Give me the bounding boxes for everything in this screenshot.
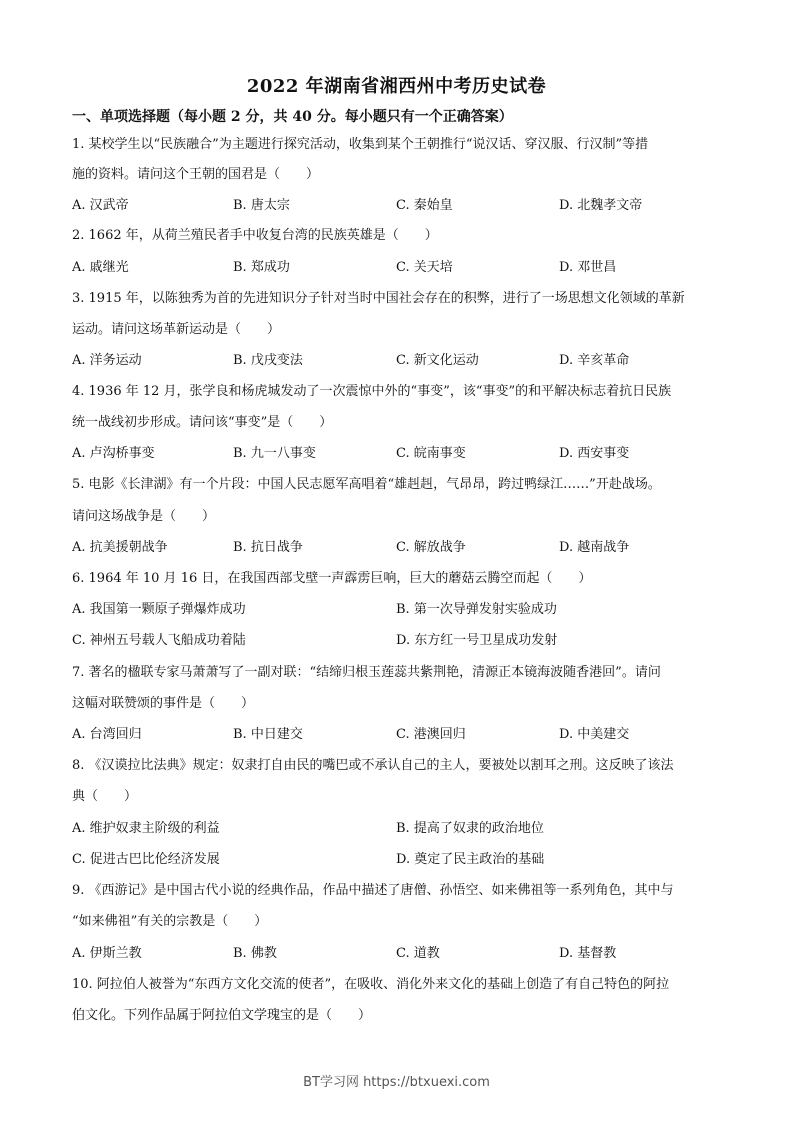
question-8-option-a: A. 维护奴隶主阶级的利益 [72,821,220,836]
question-3-option-b: B. 戊戌变法 [233,353,303,368]
site-watermark-footer[interactable]: BT学习网 https://btxuexi.com [303,1075,490,1090]
section-heading: 一、单项选择题（每小题 2 分，共 40 分。每小题只有一个正确答案） [72,109,513,125]
question-5-option-d: D. 越南战争 [559,540,630,555]
question-5-option-b: B. 抗日战争 [233,540,303,555]
question-6-line-1: 6. 1964 年 10 月 16 日，在我国西部戈壁一声霹雳巨响，巨大的蘑菇云腾空而起（ ） [72,571,592,586]
question-1-line-1: 1. 某校学生以“民族融合”为主题进行探究活动，收集到某个王朝推行“说汉话、穿汉服、行汉制”等措 [72,137,649,152]
question-2-line-1: 2. 1662 年，从荷兰殖民者手中收复台湾的民族英雄是（ ） [72,228,438,243]
question-7-line-2: 这幅对联赞颂的事件是（ ） [72,696,255,711]
question-2-option-c: C. 关天培 [396,260,453,275]
question-9-line-1: 9. 《西游记》是中国古代小说的经典作品，作品中描述了唐僧、孙悟空、如来佛祖等一系列角色，其中与 [72,883,674,898]
page-title: 2022 年湖南省湘西州中考历史试卷 [246,76,547,97]
question-8-option-b: B. 提高了奴隶的政治地位 [396,821,544,836]
question-3-line-2: 运动。请问这场革新运动是（ ） [72,322,281,337]
question-3-option-d: D. 辛亥革命 [559,353,630,368]
question-4-line-1: 4. 1936 年 12 月，张学良和杨虎城发动了一次震惊中外的“事变”，该“事变”的和平解决标志着抗日民族 [72,384,672,399]
question-6-option-b: B. 第一次导弹发射实验成功 [396,602,557,617]
question-1-option-a: A. 汉武帝 [72,198,129,213]
question-8-line-2: 典（ ） [72,789,138,804]
question-2-option-a: A. 戚继光 [72,260,129,275]
question-3-option-c: C. 新文化运动 [396,353,479,368]
question-9-option-c: C. 道教 [396,946,440,961]
question-5-line-2: 请问这场战争是（ ） [72,509,216,524]
question-7-option-a: A. 台湾回归 [72,727,142,742]
question-9-option-a: A. 伊斯兰教 [72,946,142,961]
question-6-option-a: A. 我国第一颗原子弹爆炸成功 [72,602,246,617]
question-5-option-c: C. 解放战争 [396,540,466,555]
question-6-option-d: D. 东方红一号卫星成功发射 [396,633,558,648]
question-8-option-d: D. 奠定了民主政治的基础 [396,852,545,867]
question-9-option-d: D. 基督教 [559,946,617,961]
question-3-line-1: 3. 1915 年，以陈独秀为首的先进知识分子针对当时中国社会存在的积弊，进行了一场思想文化领域的革新 [72,291,685,306]
question-1-option-b: B. 唐太宗 [233,198,290,213]
question-4-option-d: D. 西安事变 [559,446,630,461]
question-9-option-b: B. 佛教 [233,946,277,961]
question-7-option-c: C. 港澳回归 [396,727,466,742]
question-7-line-1: 7. 著名的楹联专家马萧萧写了一副对联：“结缔归根玉莲蕊共紫荆艳，清源正本镜海波随香港回”。请问 [72,665,661,680]
question-10-line-1: 10. 阿拉伯人被誉为“东西方文化交流的使者”，在吸收、消化外来文化的基础上创造了有自己特色的阿拉 [72,977,670,992]
question-4-option-b: B. 九一八事变 [233,446,316,461]
question-1-option-d: D. 北魏孝文帝 [559,198,643,213]
question-7-option-b: B. 中日建交 [233,727,303,742]
question-2-option-d: D. 邓世昌 [559,260,617,275]
question-4-option-c: C. 皖南事变 [396,446,466,461]
question-10-line-2: 伯文化。下列作品属于阿拉伯文学瑰宝的是（ ） [72,1008,372,1023]
question-1-option-c: C. 秦始皇 [396,198,453,213]
question-7-option-d: D. 中美建交 [559,727,630,742]
question-1-line-2: 施的资料。请问这个王朝的国君是（ ） [72,167,320,182]
question-4-option-a: A. 卢沟桥事变 [72,446,155,461]
question-4-line-2: 统一战线初步形成。请问该“事变”是（ ） [72,415,333,430]
question-8-option-c: C. 促进古巴比伦经济发展 [72,852,220,867]
question-6-option-c: C. 神州五号载人飞船成功着陆 [72,633,246,648]
question-5-option-a: A. 抗美援朝战争 [72,540,168,555]
question-3-option-a: A. 洋务运动 [72,353,142,368]
question-9-line-2: “如来佛祖”有关的宗教是（ ） [72,914,268,929]
question-8-line-1: 8. 《汉谟拉比法典》规定：奴隶打自由民的嘴巴或不承认自己的主人，要被处以割耳之刑。这反映了该法 [72,758,674,773]
question-2-option-b: B. 郑成功 [233,260,290,275]
question-5-line-1: 5. 电影《长津湖》有一个片段：中国人民志愿军高唱着“雄赳赳，气昂昂，跨过鸭绿江……”开赴战场。 [72,477,661,492]
